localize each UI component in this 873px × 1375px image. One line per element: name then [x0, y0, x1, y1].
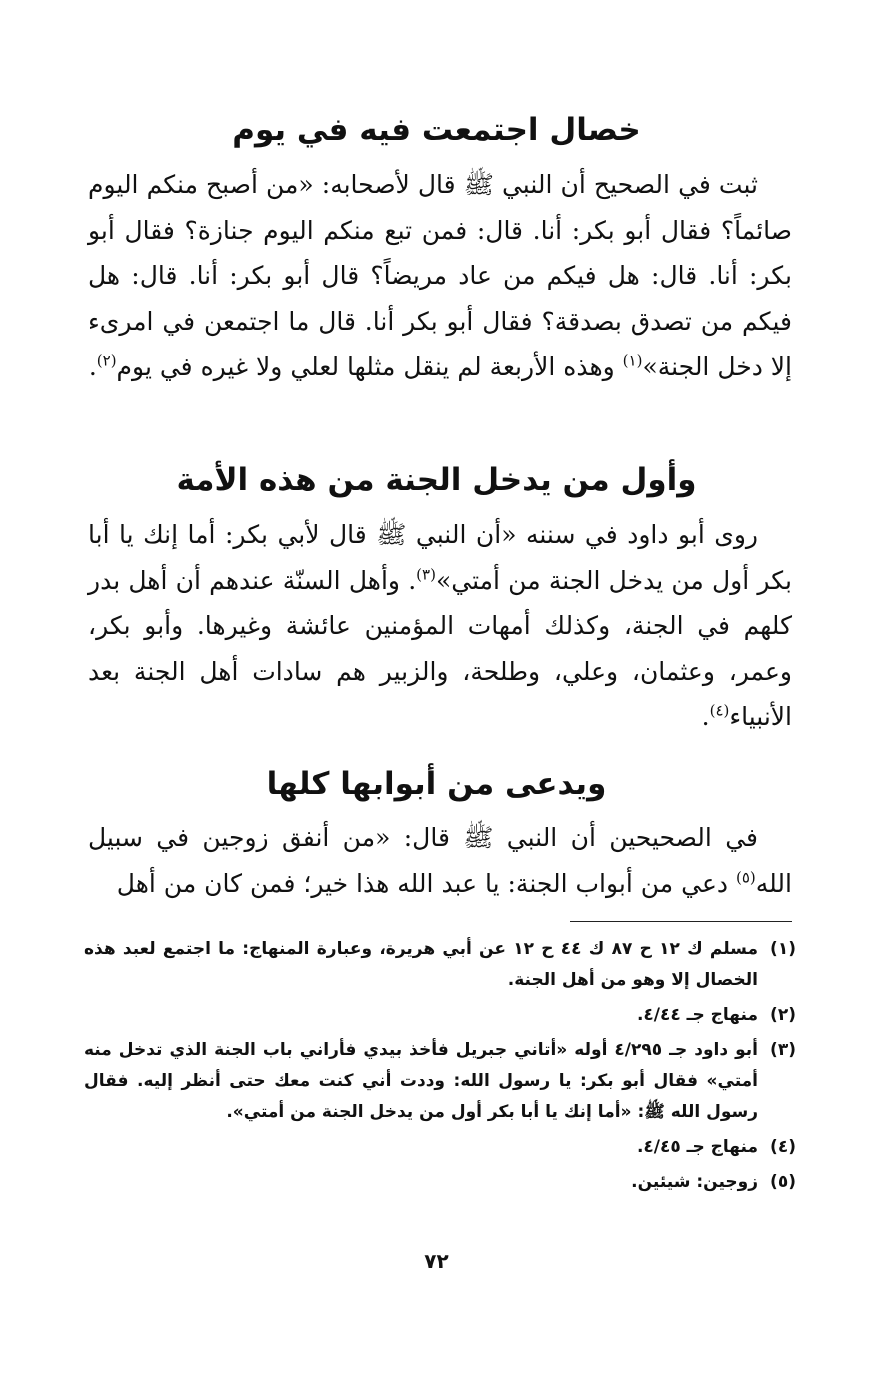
- footnote-ref: (٣): [416, 565, 436, 584]
- footnote-item: [84, 1035, 796, 1128]
- page-number: ٧٢: [424, 1249, 449, 1273]
- footnote-number: (٣): [770, 1040, 796, 1060]
- footnotes: [84, 934, 796, 1202]
- paragraph-end: .: [88, 352, 97, 381]
- paragraph-text: في الصحيحين أن النبي ﷺ قال: «من أنفق زوجين في سبيل الله: [88, 823, 792, 898]
- footnote-ref: (١): [622, 351, 643, 370]
- section-heading-2: وأول من يدخل الجنة من هذه الأمة: [176, 462, 697, 498]
- footnote-number: (١): [770, 939, 796, 959]
- paragraph-end: .: [701, 702, 710, 731]
- section-heading-1: خصال اجتمعت فيه في يوم: [232, 112, 641, 148]
- footnote-number: (٢): [770, 1005, 796, 1025]
- paragraph-text: ثبت في الصحيح أن النبي ﷺ قال لأصحابه: «من أصبح منكم اليوم صائماً؟ فقال أبو بكر: أنا. قال: فمن تبع منكم اليوم جنازة؟ فقال أبو بكر: أنا. قال: هل فيكم من عاد مريضاً؟ قال أبو بكر: أنا. قال: هل فيكم من تصدق بصدقة؟ فقال أبو بكر أنا. قال ما اجتمعن في امرىء إلا دخل الجنة»: [88, 170, 792, 381]
- footnote-text: مسلم ك ١٢ ح ٨٧ ك ٤٤ ح ١٢ عن أبي هريرة، وعبارة المنهاج: ما اجتمع لعبد هذه الخصال إلا وهو من أهل الجنة.: [84, 939, 759, 990]
- footnote-text: زوجين: شيئين.: [631, 1172, 758, 1192]
- footnote-text: منهاج جـ ٤/٤٤.: [636, 1005, 758, 1025]
- section-paragraph-1: [88, 162, 792, 390]
- footnote-divider: [570, 921, 792, 922]
- footnote-text: أبو داود جـ ٤/٢٩٥ أوله «أتاني جبريل فأخذ بيدي فأراني باب الجنة الذي تدخل منه أمتي» فقال أبو بكر: يا رسول الله: وددت أني كنت معك حتى أنظر إليه. فقال رسول الله ﷺ: «أما إنك يا أبا بكر أول من يدخل الجنة من أمتي».: [84, 1040, 758, 1122]
- section-paragraph-2: [88, 512, 792, 740]
- paragraph-text: . وأهل السنّة عندهم أن أهل بدر كلهم في الجنة، وكذلك أمهات المؤمنين عائشة وغيرها. وأبو بكر، وعمر، وعثمان، وعلي، وطلحة، والزبير هم سادات أهل الجنة بعد الأنبياء: [88, 565, 792, 731]
- footnote-item: [84, 1132, 796, 1163]
- paragraph-text: دعي من أبواب الجنة: يا عبد الله هذا خير؛ فمن كان من أهل: [116, 868, 736, 898]
- section-paragraph-3: [88, 815, 792, 906]
- paragraph-text: وهذه الأربعة لم ينقل مثلها لعلي ولا غيره في يوم: [116, 352, 623, 381]
- footnote-ref: (٥): [735, 868, 756, 887]
- paragraph-text: روى أبو داود في سننه «أن النبي ﷺ قال لأبي بكر: أما إنك يا أبا بكر أول من يدخل الجنة من أمتي»: [88, 520, 792, 595]
- section-heading-3: ويدعى من أبوابها كلها: [266, 766, 607, 802]
- footnote-number: (٤): [770, 1137, 796, 1157]
- footnote-item: [84, 1167, 796, 1198]
- footnote-ref: (٤): [709, 701, 730, 720]
- footnote-item: [84, 1000, 796, 1031]
- footnote-ref: (٢): [96, 351, 117, 370]
- footnote-item: [84, 934, 796, 996]
- footnote-number: (٥): [770, 1172, 796, 1192]
- footnote-text: منهاج جـ ٤/٤٥.: [636, 1137, 758, 1157]
